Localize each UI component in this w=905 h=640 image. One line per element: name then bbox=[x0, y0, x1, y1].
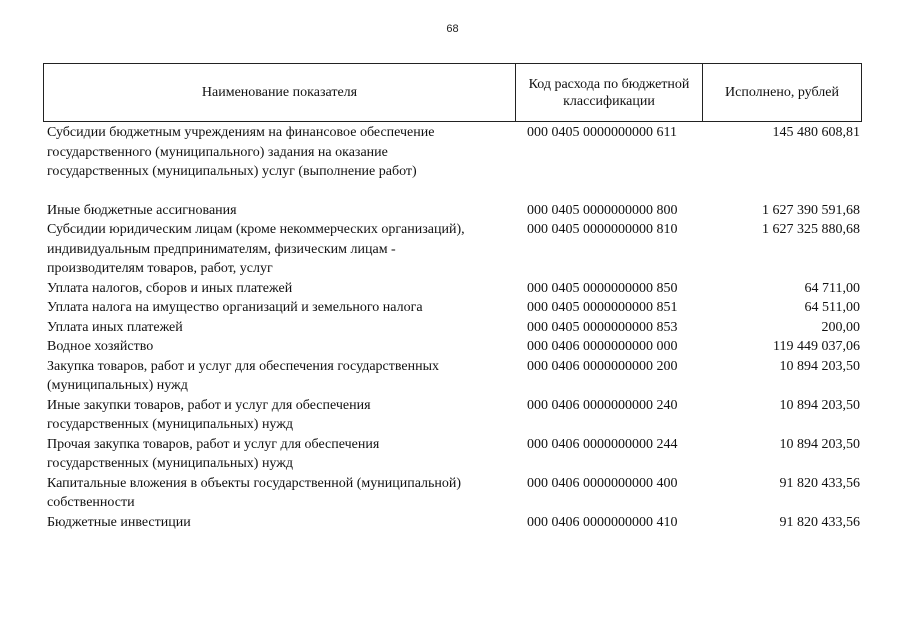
header-code: Код расхода по бюджетной классификации bbox=[516, 64, 703, 121]
row-code: 000 0406 0000000000 410 bbox=[527, 514, 678, 530]
table-row bbox=[0, 337, 905, 357]
table-row bbox=[0, 298, 905, 318]
row-name: Прочая закупка товаров, работ и услуг для обеспечения государственных (муниципальных) нужд bbox=[47, 436, 380, 471]
header-executed: Исполнено, рублей bbox=[725, 85, 839, 100]
row-name: Закупка товаров, работ и услуг для обеспечения государственных (муниципальных) нужд bbox=[47, 358, 440, 393]
row-code: 000 0405 0000000000 810 bbox=[527, 222, 678, 237]
row-executed: 10 894 203,50 bbox=[779, 358, 860, 374]
row-code: 000 0406 0000000000 200 bbox=[527, 358, 678, 374]
page-number: 68 bbox=[446, 23, 459, 35]
row-executed: 145 480 608,81 bbox=[772, 125, 860, 140]
table-body bbox=[0, 123, 905, 532]
table-row bbox=[0, 318, 905, 338]
row-executed: 200,00 bbox=[821, 319, 860, 335]
row-code: 000 0405 0000000000 853 bbox=[527, 319, 678, 335]
row-name: Капитальные вложения в объекты государственной (муниципальной) собственности bbox=[47, 475, 462, 510]
row-executed: 64 711,00 bbox=[804, 280, 860, 296]
row-name: Иные бюджетные ассигнования bbox=[47, 202, 237, 218]
row-name: Уплата налогов, сборов и иных платежей bbox=[47, 280, 293, 296]
row-executed: 10 894 203,50 bbox=[779, 397, 860, 413]
row-executed: 119 449 037,06 bbox=[773, 339, 860, 354]
row-code: 000 0406 0000000000 240 bbox=[527, 397, 678, 413]
table-row bbox=[0, 279, 905, 299]
row-code: 000 0406 0000000000 400 bbox=[527, 475, 678, 491]
table-row bbox=[0, 513, 905, 533]
row-name: Уплата иных платежей bbox=[47, 319, 183, 335]
table-row bbox=[0, 357, 905, 396]
row-executed: 1 627 390 591,68 bbox=[762, 202, 860, 218]
table-row bbox=[0, 201, 905, 221]
row-name: Уплата налога на имущество организаций и земельного налога bbox=[47, 300, 423, 315]
row-code: 000 0405 0000000000 851 bbox=[527, 300, 678, 315]
row-executed: 91 820 433,56 bbox=[779, 475, 860, 491]
row-code: 000 0405 0000000000 800 bbox=[527, 202, 678, 218]
row-name: Водное хозяйство bbox=[47, 339, 154, 354]
row-code: 000 0405 0000000000 611 bbox=[527, 125, 677, 140]
header-name: Наименование показателя bbox=[44, 64, 516, 121]
row-executed: 10 894 203,50 bbox=[779, 436, 860, 452]
row-name: Субсидии юридическим лицам (кроме некоммерческих организаций), индивидуальным предпринимателям, физическим лицам - производителям товаров, работ, услуг bbox=[47, 222, 465, 276]
row-name: Бюджетные инвестиции bbox=[47, 514, 191, 530]
row-code: 000 0406 0000000000 000 bbox=[527, 339, 678, 354]
table-row bbox=[0, 220, 905, 279]
row-code: 000 0405 0000000000 850 bbox=[527, 280, 678, 296]
row-executed: 1 627 325 880,68 bbox=[762, 222, 860, 237]
table-row bbox=[0, 396, 905, 435]
row-name: Иные закупки товаров, работ и услуг для обеспечения государственных (муниципальных) нужд bbox=[47, 397, 371, 432]
table-row bbox=[0, 474, 905, 513]
table-header bbox=[43, 63, 862, 122]
table-row bbox=[0, 123, 905, 182]
row-name: Субсидии бюджетным учреждениям на финансовое обеспечение государственного (муниципального) задания на оказание государственных (муниципальных) услуг (выполнение работ) bbox=[47, 125, 435, 179]
row-code: 000 0406 0000000000 244 bbox=[527, 436, 678, 452]
row-executed: 64 511,00 bbox=[804, 300, 860, 315]
row-executed: 91 820 433,56 bbox=[779, 514, 860, 530]
table-row bbox=[0, 435, 905, 474]
